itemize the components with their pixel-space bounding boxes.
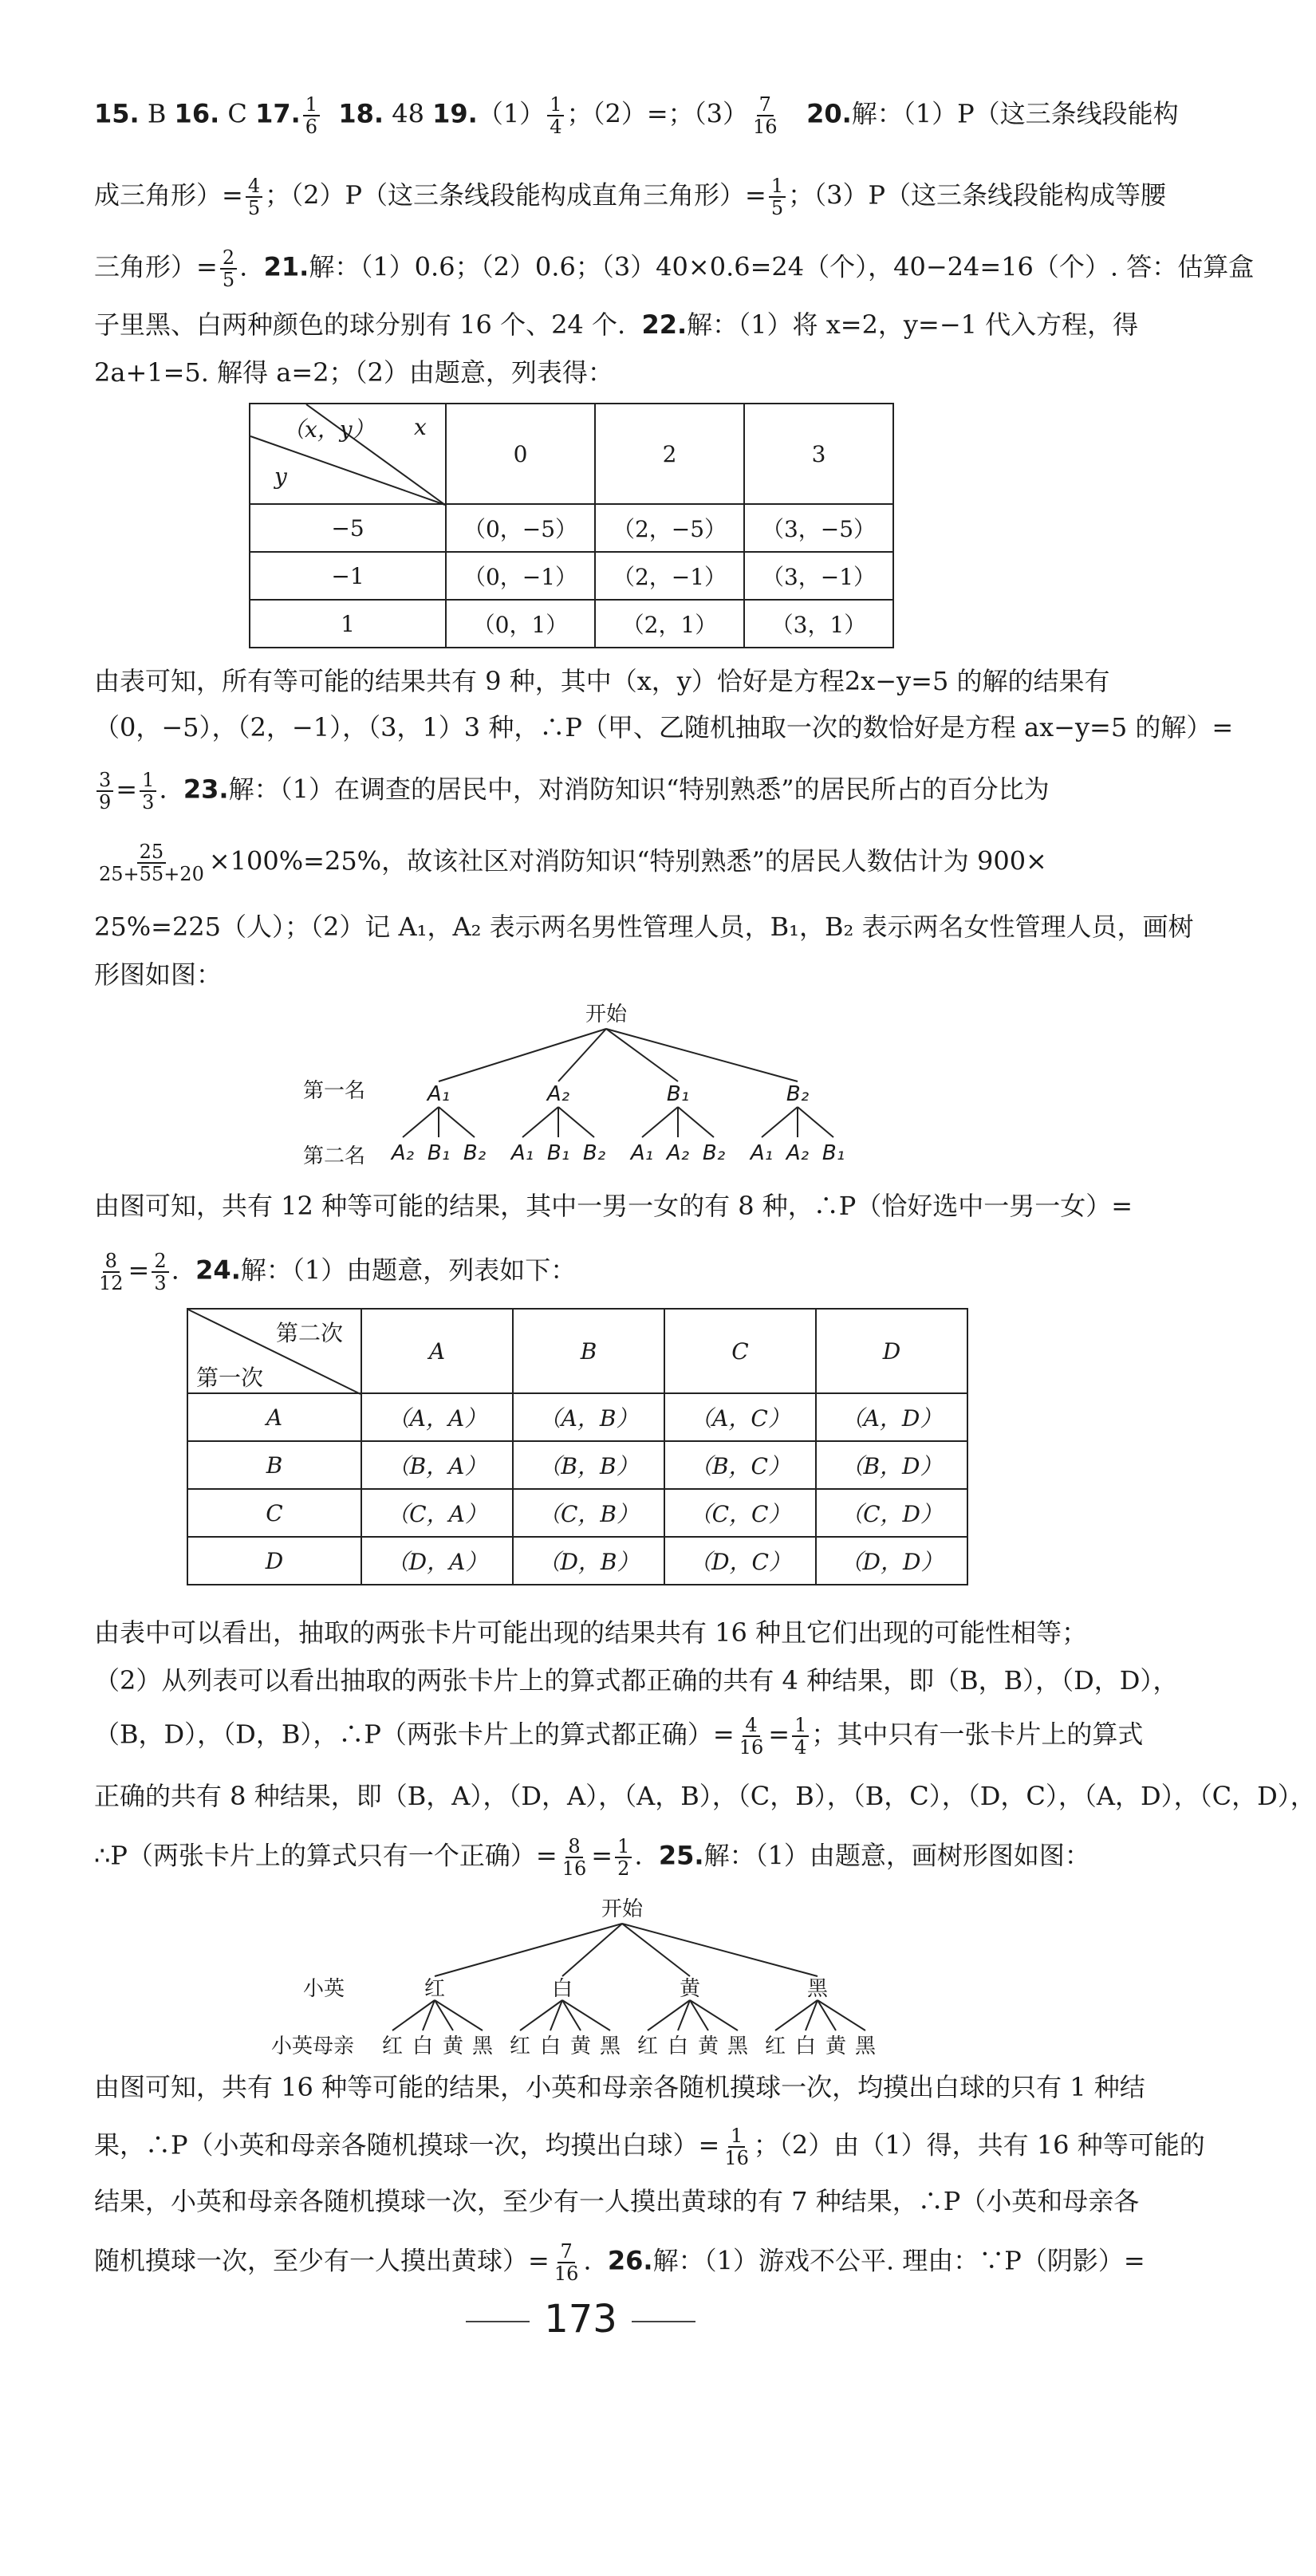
tree-leaf: A₁ [630, 1141, 654, 1165]
tree-diagram-25 [255, 1889, 909, 2064]
fraction: $\frac{4}{5}$ [246, 175, 262, 219]
answer-line-5: 2a+1=5. 解得 a=2；（2）由题意，列表得： [94, 357, 613, 388]
tree-leaf: 黄 [697, 2034, 719, 2058]
answer-line-22: 随机摸球一次，至少有一人摸出黄球）= $\frac{7}{16}$ . 26.解：（1）游戏不公平. 理由：∵P（阴影）= [94, 2240, 1145, 2285]
tree-leaf: B₂ [702, 1141, 726, 1165]
table-row: A （A，A） （A，B） （A，C） （A，D） [187, 1393, 967, 1441]
tree-leaf: B₁ [546, 1141, 570, 1165]
tree-leaf: A₁ [510, 1141, 534, 1165]
fraction: $\frac{2}{3}$ [152, 1251, 168, 1294]
tree-node: A₂ [546, 1082, 570, 1106]
table-row: C （C，A） （C，B） （C，C） （C，D） [187, 1489, 967, 1537]
page-number: 173 [447, 2297, 715, 2342]
tree-leaf: 黑 [471, 2034, 494, 2058]
answer-line-20: 果，∴P（小英和母亲各随机摸球一次，均摸出白球）= $\frac{1}{16}$ ；（2）由（1）得，共有 16 种等可能的 [94, 2125, 1205, 2169]
answer-line-9: $\frac{25}{25+55+20}$ ×100%=25%，故该社区对消防知识“特别熟悉”的居民人数估计为 900× [94, 841, 1075, 884]
tree-leaf: A₂ [786, 1141, 810, 1165]
fraction: $\frac{1}{5}$ [769, 175, 786, 219]
tree-branches [392, 1924, 865, 2030]
tree-node: A₁ [427, 1082, 451, 1106]
tree-node: 黄 [679, 1977, 701, 2001]
fraction: $\frac{1}{3}$ [140, 770, 156, 813]
tree-node: B₂ [786, 1082, 810, 1106]
tree-leaf: 红 [381, 2034, 404, 2058]
tree-leaf: 白 [539, 2034, 561, 2058]
answer-line-10: 25%=225（人）；（2）记 A₁，A₂ 表示两名男性管理人员，B₁，B₂ 表示两名女性管理人员，画树 [94, 912, 1194, 942]
answer-line-3: 三角形）= $\frac{2}{5}$ . 21.解：（1）0.6；（2）0.6；（3）40×0.6=24（个），40−24=16（个）. 答：估算盒 [94, 246, 1255, 291]
answer-line-8: $\frac{3}{9}$ = $\frac{1}{3}$ . 23.解：（1）在调查的居民中，对消防知识“特别熟悉”的居民所占的百分比为 [94, 770, 1075, 813]
answer-line-15: （2）从列表可以看出抽取的两张卡片上的算式都正确的共有 4 种结果，即（B，B），（D，D）， [94, 1665, 1179, 1696]
fraction: $\frac{1}{4}$ [792, 1715, 809, 1758]
fraction: $\frac{8}{12}$ [99, 1250, 124, 1294]
answer-line-17: 正确的共有 8 种结果，即（B，A），（D，A），（A，B），（C，B），（B，C），（D，C），（A，D），（C，D）， [94, 1781, 1316, 1811]
answer-line-6: 由表可知，所有等可能的结果共有 9 种，其中（x，y）恰好是方程2x−y=5 的解的结果有 [94, 666, 1110, 696]
tree-leaf: 黑 [854, 2034, 877, 2058]
tree-node: 红 [424, 1977, 446, 2001]
table-row: 1 （0，1） （2，1） （3，1） [250, 600, 893, 648]
tree-diagram-23 [287, 995, 861, 1179]
answer-line-14: 由表中可以看出，抽取的两张卡片可能出现的结果共有 16 种且它们出现的可能性相等； [94, 1617, 1088, 1648]
tree-node: 黑 [806, 1977, 829, 2001]
tree-leaf: 红 [764, 2034, 786, 2058]
fraction: $\frac{25}{25+55+20}$ [99, 841, 204, 885]
tree-leaf: A₁ [750, 1141, 774, 1165]
tree-leaf: B₁ [822, 1141, 845, 1165]
tree-level1-label: 第一名 [303, 1079, 366, 1103]
answer-line-1: 15. B 16. C 17. $\frac{1}{6}$ 18. 48 19.（1） $\frac{1}{4}$ ；（2）=；（3） $\frac{7}{16}$ 20.解：（1）P（这三条线段能构 [94, 93, 1179, 138]
tree-node: 白 [551, 1977, 573, 2001]
table-corner: （x，y） x y [250, 404, 446, 504]
tree-leaf: 黑 [727, 2034, 749, 2058]
answer-line-12: 由图可知，共有 12 种等可能的结果，其中一男一女的有 8 种，∴P（恰好选中一男一女）= [94, 1191, 1133, 1221]
answer-line-19: 由图可知，共有 16 种等可能的结果，小英和母亲各随机摸球一次，均摸出白球的只有 1 种结 [94, 2072, 1145, 2102]
fraction: $\frac{3}{9}$ [97, 770, 113, 813]
fraction: $\frac{1}{16}$ [724, 2125, 749, 2169]
tree-start: 开始 [601, 1897, 644, 1921]
table-row: B （B，A） （B，B） （B，C） （B，D） [187, 1441, 967, 1489]
tree-level2-label: 小英母亲 [271, 2034, 355, 2058]
tree-leaf: 黄 [442, 2034, 464, 2058]
tree-leaf: B₁ [427, 1141, 451, 1165]
table-row: D （D，A） （D，B） （D，C） （D，D） [187, 1537, 967, 1585]
table-24: 第二次 第一次 A B C D A （A，A） （A，B） （A，C） （A，D） B （B，A） （B，B） （B，C） （B，D） C （C，A） （C，B） （C，C） （C，D） D （D，A） （D，B） （D，C） （D，D） [187, 1308, 968, 1585]
table-22: （x，y） x y 0 2 3 −5 （0，−5） （2，−5） （3，−5） −1 （0，−1） （2，−1） （3，−1） 1 （0，1） （2，1） （3，1） [249, 403, 894, 648]
tree-start: 开始 [585, 1002, 628, 1026]
answer-line-21: 结果，小英和母亲各随机摸球一次，至少有一人摸出黄球的有 7 种结果，∴P（小英和母亲各 [94, 2186, 1140, 2216]
tree-leaf: 红 [636, 2034, 659, 2058]
answer-line-18: ∴P（两张卡片上的算式只有一个正确）= $\frac{8}{16}$ = $\frac{1}{2}$ . 25.解：（1）由题意，画树形图如图： [94, 1835, 1090, 1880]
fraction: $\frac{7}{16}$ [753, 93, 778, 138]
fraction: $\frac{1}{4}$ [547, 94, 564, 137]
answer-line-4: 子里黑、白两种颜色的球分别有 16 个、24 个. 22.解：（1）将 x=2，y=−1 代入方程，得 [94, 309, 1139, 340]
fraction: $\frac{1}{6}$ [303, 94, 320, 137]
tree-leaf: 黄 [569, 2034, 592, 2058]
answer-line-2: 成三角形）= $\frac{4}{5}$ ；（2）P（这三条线段能构成直角三角形）= $\frac{1}{5}$ ；（3）P（这三条线段能构成等腰 [94, 175, 1167, 219]
tree-leaf: 白 [794, 2034, 817, 2058]
answer-line-13: $\frac{8}{12}$ = $\frac{2}{3}$ . 24.解：（1）由题意，列表如下： [94, 1251, 1075, 1294]
tree-node: B₁ [666, 1082, 690, 1106]
answer-line-16: （B，D），（D，B），∴P（两张卡片上的算式都正确）= $\frac{4}{16}$ = $\frac{1}{4}$ ；其中只有一张卡片上的算式 [94, 1714, 1144, 1759]
table-row: −1 （0，−1） （2，−1） （3，−1） [250, 552, 893, 600]
tree-level1-label: 小英 [303, 1977, 345, 2001]
tree-leaf: A₂ [666, 1141, 690, 1165]
tree-leaf: 白 [412, 2034, 434, 2058]
tree-level2-label: 第二名 [303, 1144, 366, 1168]
fraction: $\frac{8}{16}$ [561, 1835, 587, 1880]
table-row: −5 （0，−5） （2，−5） （3，−5） [250, 504, 893, 552]
tree-leaf: B₂ [582, 1141, 606, 1165]
tree-leaf: A₂ [391, 1141, 415, 1165]
tree-leaf: 黄 [825, 2034, 847, 2058]
tree-leaf: 黑 [599, 2034, 621, 2058]
answer-line-7: （0，−5），（2，−1），（3，1）3 种，∴P（甲、乙随机抽取一次的数恰好是方程 ax−y=5 的解）= [94, 712, 1234, 742]
tree-branches [403, 1029, 833, 1137]
answer-line-11: 形图如图： [94, 959, 223, 990]
tree-leaf: 白 [667, 2034, 689, 2058]
tree-leaf: 红 [509, 2034, 531, 2058]
fraction: $\frac{7}{16}$ [554, 2240, 579, 2285]
table-corner: 第二次 第一次 [187, 1309, 361, 1393]
fraction: $\frac{4}{16}$ [739, 1714, 764, 1759]
fraction: $\frac{1}{2}$ [615, 1836, 632, 1879]
tree-leaf: B₂ [463, 1141, 487, 1165]
fraction: $\frac{2}{5}$ [220, 247, 237, 290]
